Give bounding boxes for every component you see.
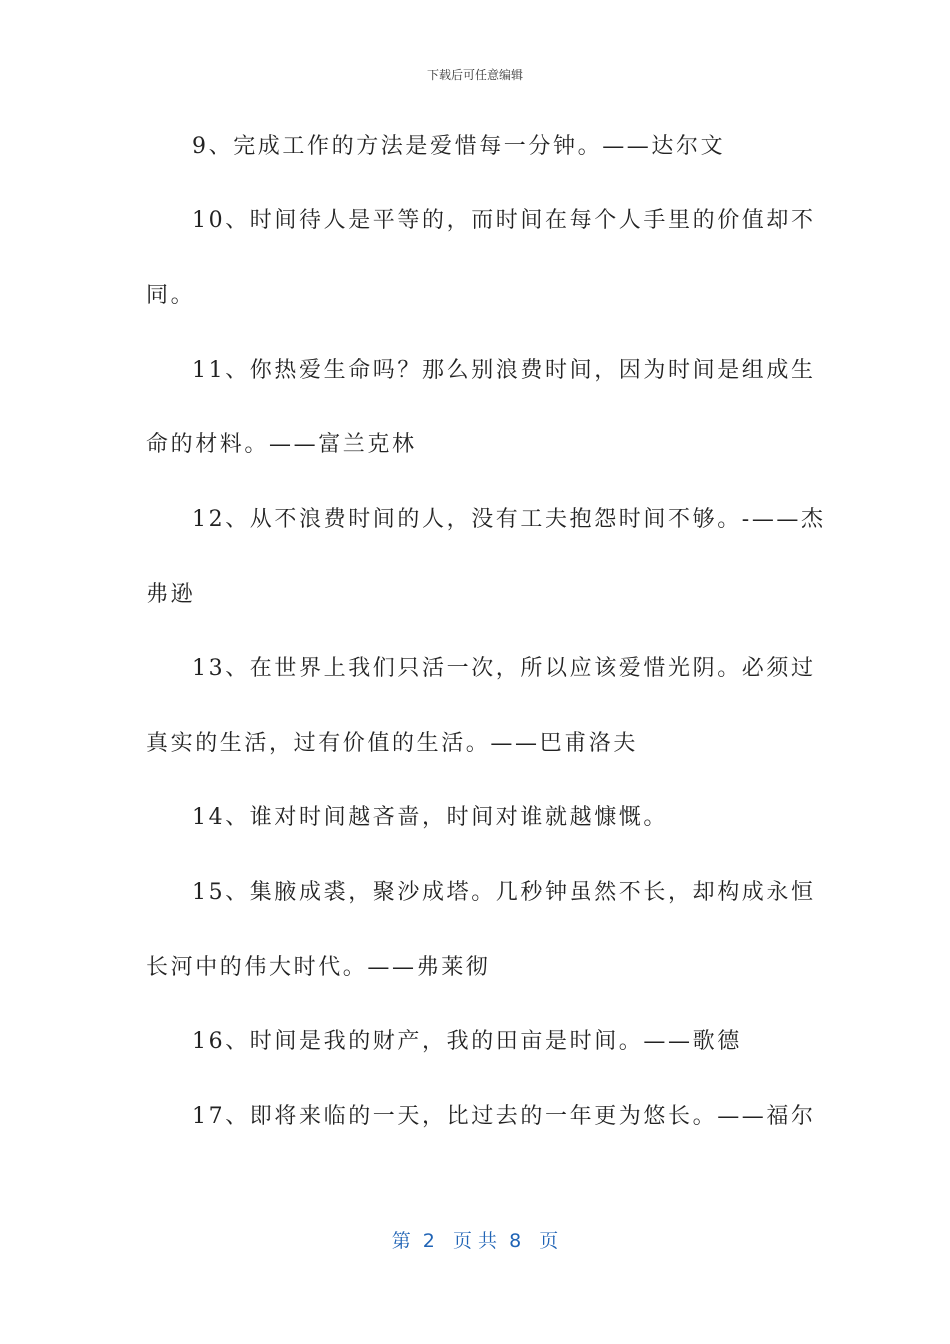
quote-line: 13、在世界上我们只活一次，所以应该爱惜光阴。必须过 <box>192 656 816 681</box>
quote-line: 12、从不浪费时间的人，没有工夫抱怨时间不够。-——杰 <box>192 507 826 532</box>
quote-line: 命的材料。——富兰克林 <box>146 432 417 457</box>
quote-line: 16、时间是我的财产，我的田亩是时间。——歌德 <box>192 1029 742 1054</box>
quote-line: 14、谁对时间越吝啬，时间对谁就越慷慨。 <box>192 805 668 830</box>
quote-line: 长河中的伟大时代。——弗莱彻 <box>146 955 491 980</box>
quote-line: 10、时间待人是平等的，而时间在每个人手里的价值却不 <box>192 208 816 233</box>
quote-line: 弗逊 <box>146 582 196 607</box>
quote-line: 真实的生活，过有价值的生活。——巴甫洛夫 <box>146 731 639 756</box>
quote-line: 17、即将来临的一天，比过去的一年更为悠长。——福尔 <box>192 1104 816 1129</box>
quote-line: 11、你热爱生命吗？那么别浪费时间，因为时间是组成生 <box>192 358 816 383</box>
quote-line: 9、完成工作的方法是爱惜每一分钟。——达尔文 <box>192 134 726 159</box>
quote-line: 15、集腋成裘，聚沙成塔。几秒钟虽然不长，却构成永恒 <box>192 880 816 905</box>
page-number-footer: 第 2 页 共 8 页 <box>391 1230 559 1252</box>
header-note: 下载后可任意编辑 <box>426 68 523 82</box>
quote-line: 同。 <box>146 283 196 308</box>
